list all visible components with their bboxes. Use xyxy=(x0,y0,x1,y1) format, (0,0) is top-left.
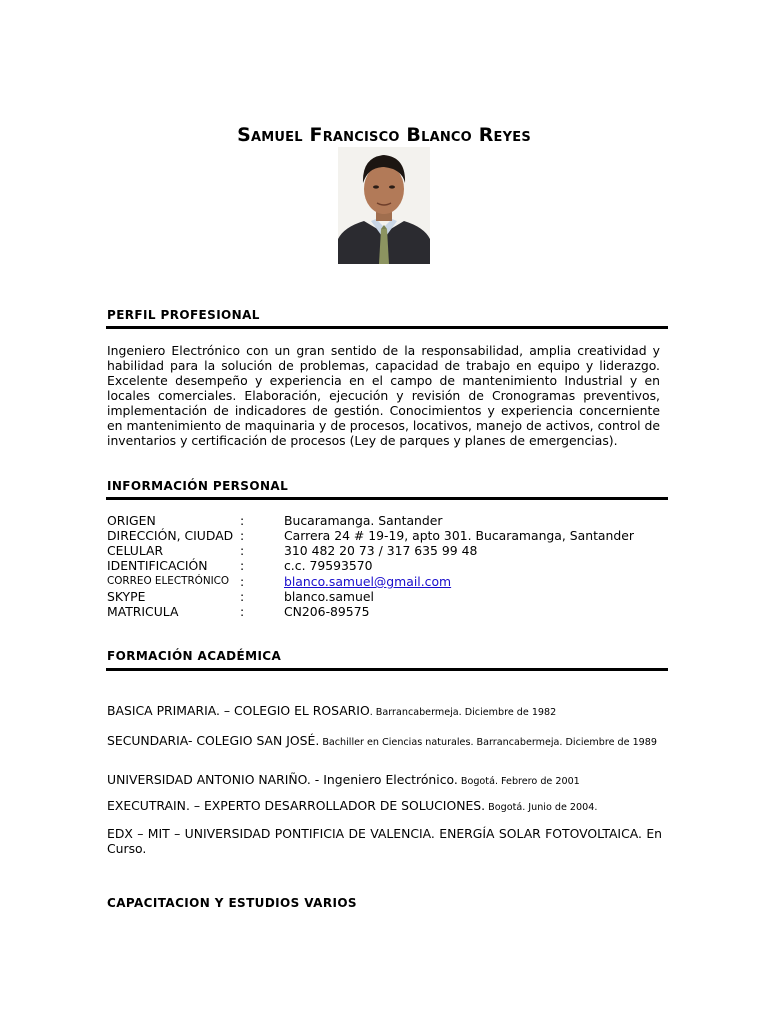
education-detail: Bachiller en Ciencias naturales. Barrancabermeja. Diciembre de 1989 xyxy=(319,737,657,748)
info-value: CN206-89575 xyxy=(284,604,370,619)
education-title: EXECUTRAIN. – EXPERTO DESARROLLADOR DE SOLUCIONES. xyxy=(107,798,486,813)
info-separator: : xyxy=(240,513,245,528)
info-value: Carrera 24 # 19-19, apto 301. Bucaramanga, Santander xyxy=(284,528,634,543)
info-label: CELULAR xyxy=(107,543,164,558)
info-separator: : xyxy=(240,543,245,558)
info-separator: : xyxy=(240,589,245,604)
education-item xyxy=(107,773,662,789)
info-value: Bucaramanga. Santander xyxy=(284,513,443,528)
info-label: ORIGEN xyxy=(107,513,156,528)
info-separator: : xyxy=(240,528,245,543)
info-separator: : xyxy=(240,574,245,589)
info-separator: : xyxy=(240,558,245,573)
education-title: EDX – MIT – UNIVERSIDAD PONTIFICIA DE VALENCIA. ENERGÍA SOLAR FOTOVOLTAICA. En Curso. xyxy=(107,826,662,856)
info-label: IDENTIFICACIÓN xyxy=(107,558,208,573)
education-detail: Bogotá. Febrero de 2001 xyxy=(457,776,580,787)
education-item xyxy=(107,799,662,815)
section-divider xyxy=(106,326,668,329)
training-heading: CAPACITACION Y ESTUDIOS VARIOS xyxy=(107,896,357,910)
info-label: DIRECCIÓN, CIUDAD xyxy=(107,528,234,543)
page-title: Samuel Francisco Blanco Reyes xyxy=(237,124,531,146)
profile-text: Ingeniero Electrónico con un gran sentido de la responsabilidad, amplia creatividad y habilidad para la solución de problemas, capacidad de trabajo en equipo y liderazgo. Excelente desempeño y experiencia en el campo de mantenimiento Industrial y en locales comerciales. Elaboración, ejecución y revisión de Cronogramas preventivos, implementación de indicadores de gestión. Conocimientos y experiencia concerniente en mantenimiento de maquinaria y de procesos, locativos, manejo de activos, control de inventarios y certificación de procesos (Ley de parques y planes de emergencias). xyxy=(107,343,660,448)
education-detail: . Barrancabermeja. Diciembre de 1982 xyxy=(369,707,557,718)
section-divider xyxy=(106,668,668,671)
info-label: CORREO ELECTRÓNICO xyxy=(107,575,230,587)
email-link[interactable]: blanco.samuel@gmail.com xyxy=(284,574,452,589)
info-label: MATRICULA xyxy=(107,604,179,619)
education-title: SECUNDARIA- COLEGIO SAN JOSÉ. xyxy=(107,733,320,748)
personal-info-heading: INFORMACIÓN PERSONAL xyxy=(107,479,289,493)
education-item xyxy=(107,704,662,720)
education-title: UNIVERSIDAD ANTONIO NARIÑO. - Ingeniero Electrónico. xyxy=(107,772,458,787)
education-item xyxy=(107,826,662,858)
info-value: 310 482 20 73 / 317 635 99 48 xyxy=(284,543,478,558)
info-separator: : xyxy=(240,604,245,619)
section-divider xyxy=(106,497,668,500)
profile-heading: PERFIL PROFESIONAL xyxy=(107,308,260,322)
education-detail: Bogotá. Junio de 2004. xyxy=(485,802,598,813)
profile-photo xyxy=(338,147,430,264)
info-value: c.c. 79593570 xyxy=(284,558,373,573)
info-label: SKYPE xyxy=(107,589,146,604)
education-title: BASICA PRIMARIA. – COLEGIO EL ROSARIO xyxy=(107,703,370,718)
info-value: blanco.samuel xyxy=(284,589,374,604)
education-item xyxy=(107,734,662,750)
education-heading: FORMACIÓN ACADÉMICA xyxy=(107,649,282,663)
